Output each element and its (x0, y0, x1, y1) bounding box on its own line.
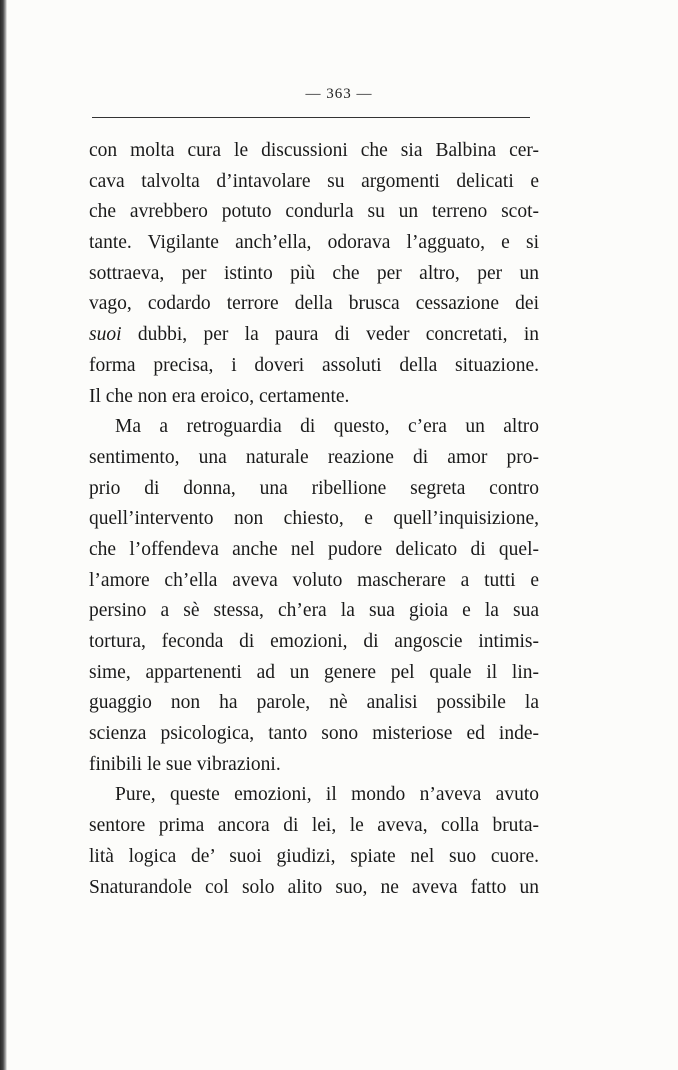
text-line: Ma a retroguardia di questo, c’era un altro (115, 416, 539, 438)
page-binding-edge (0, 0, 7, 1070)
header-rule (92, 117, 530, 118)
italic-word: suoi (89, 324, 122, 346)
text-line: vago, codardo terrore della brusca cessazione dei (89, 293, 539, 315)
text-line: forma precisa, i doveri assoluti della situazione. (89, 354, 539, 376)
text-line: l’amore ch’ella aveva voluto mascherare a tutti e (89, 569, 539, 591)
text-line: Snaturandole col solo alito suo, ne aveva fatto un (89, 876, 539, 898)
text-line: quell’intervento non chiesto, e quell’inquisizione, (89, 508, 539, 530)
text-line: che l’offendeva anche nel pudore delicato di quel- (89, 538, 539, 560)
text-line: tante. Vigilante anch’ella, odorava l’agguato, e si (89, 232, 539, 254)
text-line: sentimento, una naturale reazione di amor pro- (89, 446, 539, 468)
text-line: tortura, feconda di emozioni, di angoscie intimis- (89, 631, 539, 652)
text-line: con molta cura le discussioni che sia Balbina cer- (89, 140, 539, 161)
text-line: suoi dubbi, per la paura di veder concretati, in (89, 324, 539, 346)
text-line: finibili le sue vibrazioni. (89, 753, 281, 775)
text-line: scienza psicologica, tanto sono misteriose ed inde- (89, 723, 539, 745)
text-line: Il che non era eroico, certamente. (89, 385, 350, 407)
body-text (89, 136, 539, 903)
text-line: sentore prima ancora di lei, le aveva, colla bruta- (89, 815, 539, 837)
text-line: prio di donna, una ribellione segreta contro (89, 477, 539, 499)
page-number: — 363 — (305, 86, 373, 102)
text-line: che avrebbero potuto condurla su un terreno scot- (89, 201, 539, 223)
text-line: sottraeva, per istinto più che per altro, per un (89, 262, 539, 284)
text-line: lità logica de’ suoi giudizi, spiate nel suo cuore. (89, 845, 539, 867)
text-line: cava talvolta d’intavolare su argomenti delicati e (89, 170, 539, 192)
text-line: Pure, queste emozioni, il mondo n’aveva avuto (115, 784, 539, 806)
text-line: sime, appartenenti ad un genere pel quale il lin- (89, 661, 539, 683)
text-line: guaggio non ha parole, nè analisi possibile la (89, 692, 539, 714)
text-line: persino a sè stessa, ch’era la sua gioia e la sua (89, 600, 539, 622)
